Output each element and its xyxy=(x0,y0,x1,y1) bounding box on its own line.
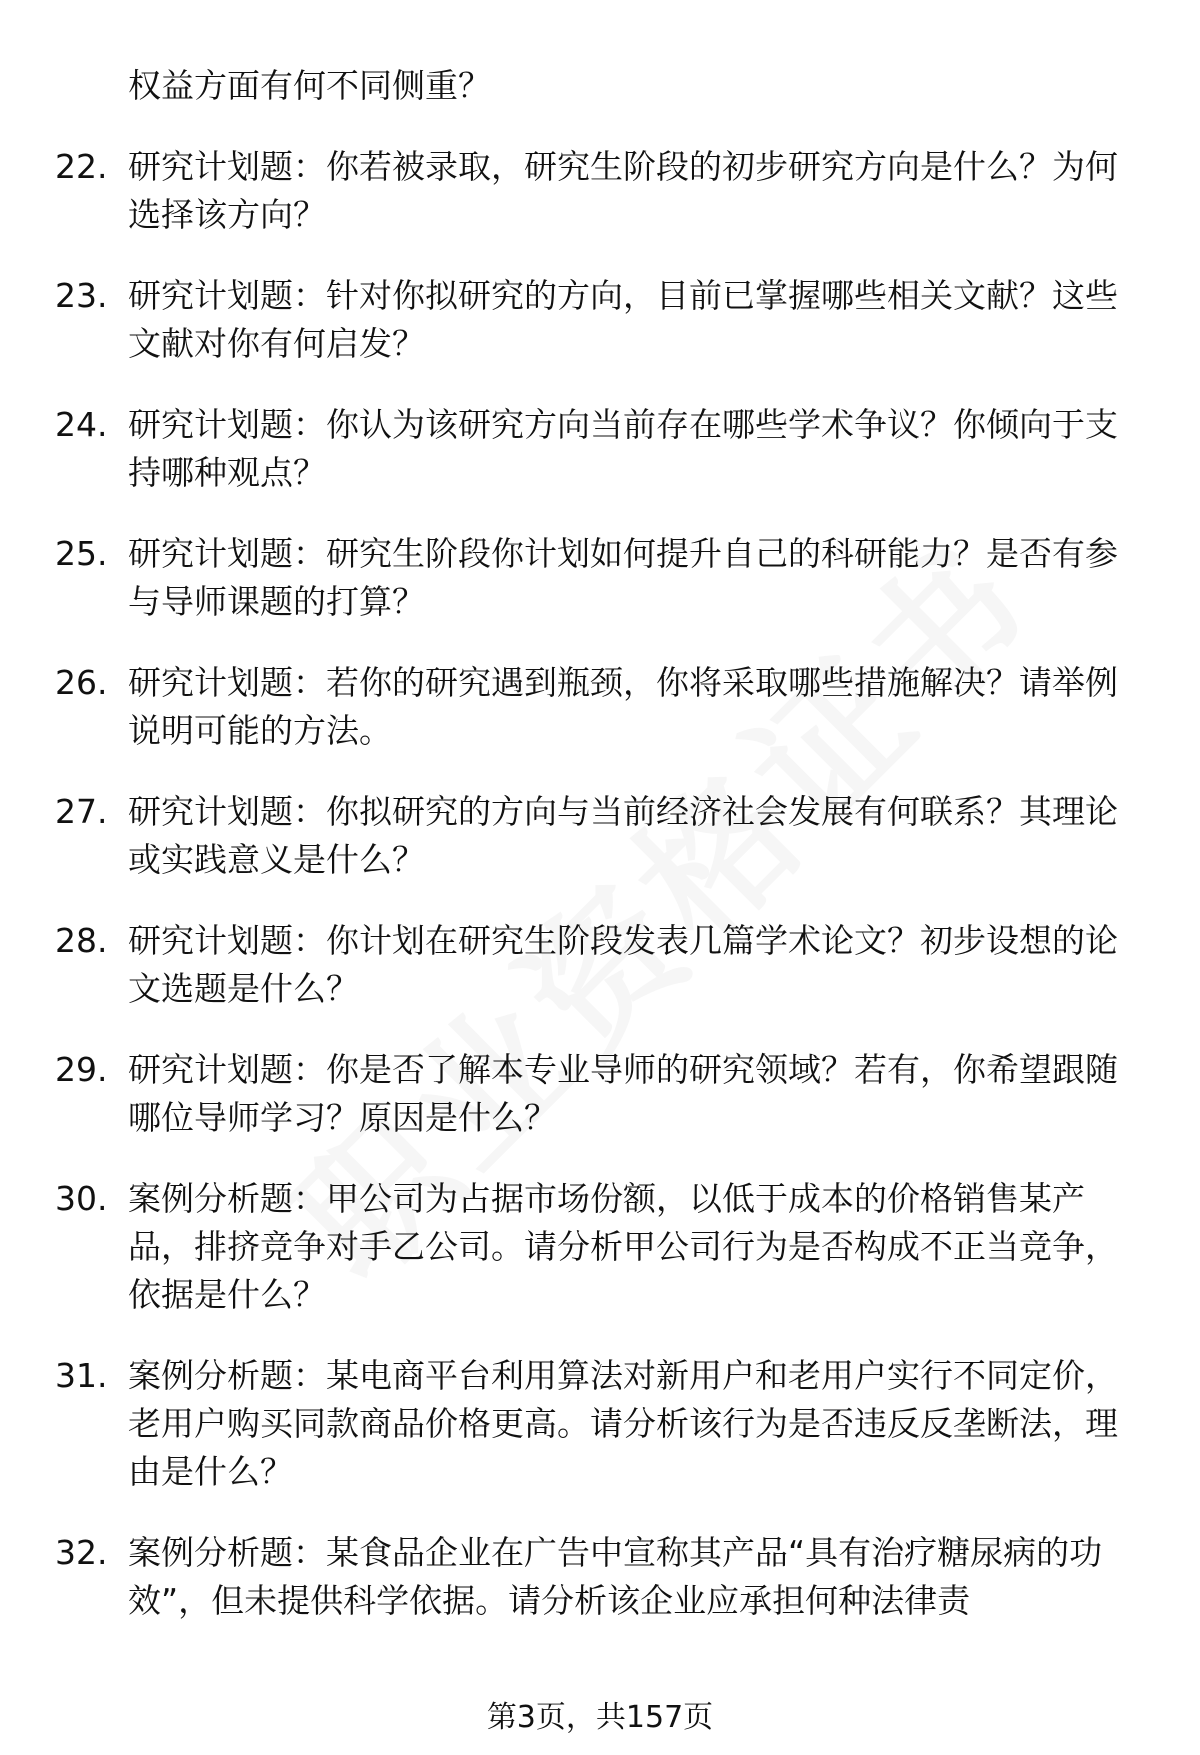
page-footer: 第3页，共157页 xyxy=(486,1700,714,1735)
list-item xyxy=(55,1352,1145,1496)
item-number: 32. xyxy=(55,1533,108,1572)
item-text: 研究计划题：你计划在研究生阶段发表几篇学术论文？初步设想的论文选题是什么？ xyxy=(128,921,1118,1008)
item-number: 30. xyxy=(55,1179,108,1218)
item-number: 25. xyxy=(55,534,108,573)
item-number: 22. xyxy=(55,147,108,186)
item-text: 案例分析题：某电商平台利用算法对新用户和老用户实行不同定价，老用户购买同款商品价格更高。请分析该行为是否违反反垄断法，理由是什么？ xyxy=(128,1356,1118,1491)
item-text: 研究计划题：针对你拟研究的方向，目前已掌握哪些相关文献？这些文献对你有何启发？ xyxy=(128,276,1118,363)
list-item xyxy=(55,917,1145,1013)
list-item xyxy=(55,401,1145,497)
list-item xyxy=(55,272,1145,368)
item-number: 24. xyxy=(55,405,108,444)
item-number: 29. xyxy=(55,1050,108,1089)
item-number: 28. xyxy=(55,921,108,960)
list-item xyxy=(55,788,1145,884)
item-text: 研究计划题：你是否了解本专业导师的研究领域？若有，你希望跟随哪位导师学习？原因是什么？ xyxy=(128,1050,1118,1137)
item-text: 案例分析题：某食品企业在广告中宣称其产品“具有治疗糖尿病的功效”，但未提供科学依据。请分析该企业应承担何种法律责 xyxy=(128,1533,1103,1620)
item-number: 27. xyxy=(55,792,108,831)
item-number: 26. xyxy=(55,663,108,702)
list-item xyxy=(55,1046,1145,1142)
item-text: 研究计划题：研究生阶段你计划如何提升自己的科研能力？是否有参与导师课题的打算？ xyxy=(128,534,1118,621)
item-text: 研究计划题：你拟研究的方向与当前经济社会发展有何联系？其理论或实践意义是什么？ xyxy=(128,792,1118,879)
item-number: 23. xyxy=(55,276,108,315)
item-text: 研究计划题：你若被录取，研究生阶段的初步研究方向是什么？为何选择该方向？ xyxy=(128,147,1118,234)
list-item xyxy=(55,530,1145,626)
item-number: 31. xyxy=(55,1356,108,1395)
item-text: 研究计划题：你认为该研究方向当前存在哪些学术争议？你倾向于支持哪种观点？ xyxy=(128,405,1118,492)
list-item xyxy=(55,143,1145,239)
list-item xyxy=(55,1175,1145,1319)
continuation-text: 权益方面有何不同侧重？ xyxy=(128,66,491,105)
question-list xyxy=(55,62,1145,1658)
list-item xyxy=(55,1529,1145,1625)
item-text: 研究计划题：若你的研究遇到瓶颈，你将采取哪些措施解决？请举例说明可能的方法。 xyxy=(128,663,1118,750)
item-text: 案例分析题：甲公司为占据市场份额，以低于成本的价格销售某产品，排挤竞争对手乙公司。请分析甲公司行为是否构成不正当竞争，依据是什么？ xyxy=(128,1179,1118,1314)
list-item xyxy=(55,659,1145,755)
